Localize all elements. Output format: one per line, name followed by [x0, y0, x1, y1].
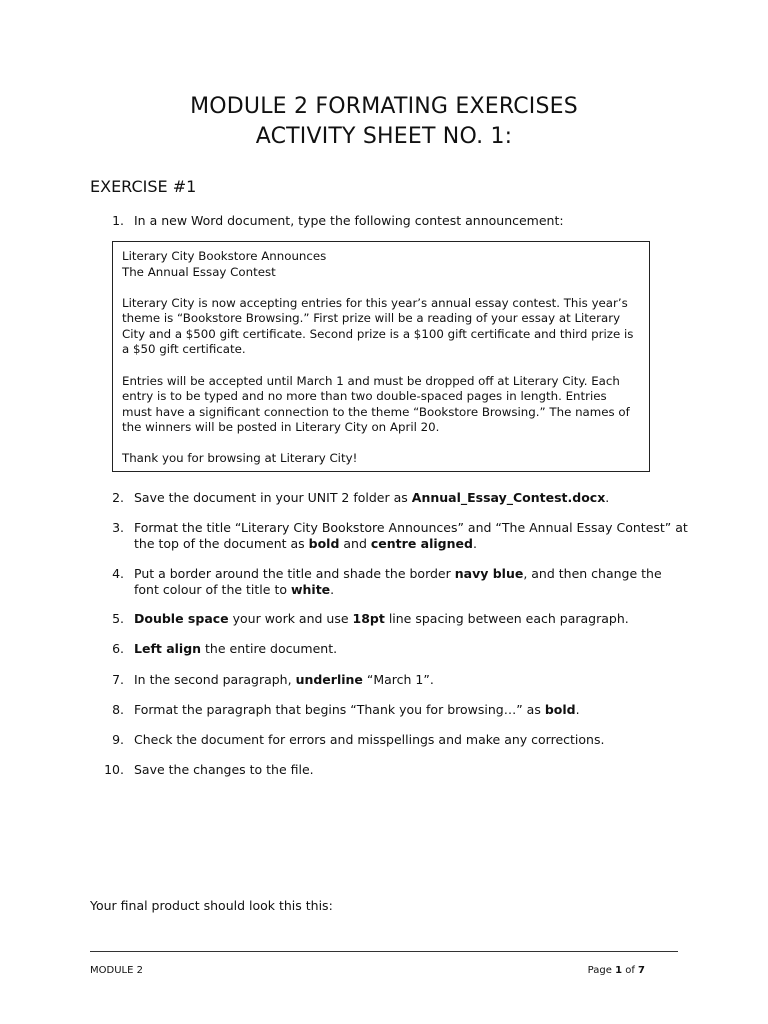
current-page: 1 — [615, 965, 623, 976]
emphasis: white — [290, 582, 331, 597]
step-number: 9. — [112, 732, 124, 747]
footer-module-label: MODULE 2 — [90, 965, 143, 976]
step-text: Left align the entire document. — [134, 641, 338, 656]
emphasis: Annual_Essay_Contest.docx — [411, 490, 606, 505]
announcement-heading — [122, 249, 640, 280]
step-text: In a new Word document, type the following contest announcement: — [134, 213, 564, 228]
step-text: Check the document for errors and misspellings and make any corrections. — [134, 732, 605, 747]
document-title-line-2: ACTIVITY SHEET NO. 1: — [255, 124, 513, 149]
footer-page-number: Page 1 of 7 — [587, 965, 645, 976]
announcement-box — [112, 241, 650, 472]
emphasis: bold — [308, 536, 340, 551]
step-text: Put a border around the title and shade the border navy blue, and then change the font colour of the title to white. — [134, 566, 662, 597]
emphasis: 18pt — [352, 611, 385, 626]
announcement-heading-line-2: The Annual Essay Contest — [122, 264, 276, 279]
step-text: Save the document in your UNIT 2 folder as Annual_Essay_Contest.docx. — [134, 490, 610, 505]
step-text: In the second paragraph, underline “March 1”. — [134, 672, 434, 687]
document-title-line-1: MODULE 2 FORMATING EXERCISES — [190, 94, 578, 119]
step-text: Format the title “Literary City Bookstore Announces” and “The Annual Essay Contest” at the top of the document as bold and centre aligned. — [134, 520, 688, 551]
total-pages: 7 — [638, 965, 645, 976]
step-number: 3. — [112, 520, 124, 535]
step-number: 4. — [112, 566, 124, 581]
step-text: Save the changes to the file. — [134, 762, 314, 777]
emphasis: navy blue — [454, 566, 524, 581]
step-number: 7. — [112, 672, 124, 687]
announcement-heading-line-1: Literary City Bookstore Announces — [122, 249, 327, 263]
emphasis: bold — [544, 702, 576, 717]
emphasis: centre aligned — [370, 536, 473, 551]
emphasis: underline — [295, 672, 363, 687]
emphasis: Double space — [134, 611, 229, 626]
announcement-paragraph-1: Literary City is now accepting entries for this year’s annual essay contest. This year’s theme is “Bookstore Browsing.” First prize will be a reading of your essay at Literary City and a $500 gift certificate. Second prize is a $100 gift certificate and third prize is a $50 gift certificate. — [122, 295, 634, 357]
step-number: 10. — [104, 762, 124, 777]
step-text: Format the paragraph that begins “Thank you for browsing…” as bold. — [134, 702, 580, 717]
step-text: Double space your work and use 18pt line spacing between each paragraph. — [134, 611, 629, 626]
step-number: 5. — [112, 611, 124, 626]
step-number: 1. — [112, 213, 124, 228]
final-product-text: Your final product should look this this: — [90, 898, 333, 913]
step-number: 6. — [112, 641, 124, 656]
announcement-closing: Thank you for browsing at Literary City! — [122, 451, 358, 466]
step-number: 8. — [112, 702, 124, 717]
announcement-paragraph-2: Entries will be accepted until March 1 and must be dropped off at Literary City. Each entry is to be typed and no more than two double-spaced pages in length. Entries must have a significant connection to the theme “Bookstore Browsing.” The names of the winners will be posted in Literary City on April 20. — [122, 373, 630, 435]
exercise-heading: EXERCISE #1 — [90, 177, 197, 196]
step-number: 2. — [112, 490, 124, 505]
emphasis: Left align — [134, 641, 202, 656]
footer-divider — [90, 951, 678, 952]
